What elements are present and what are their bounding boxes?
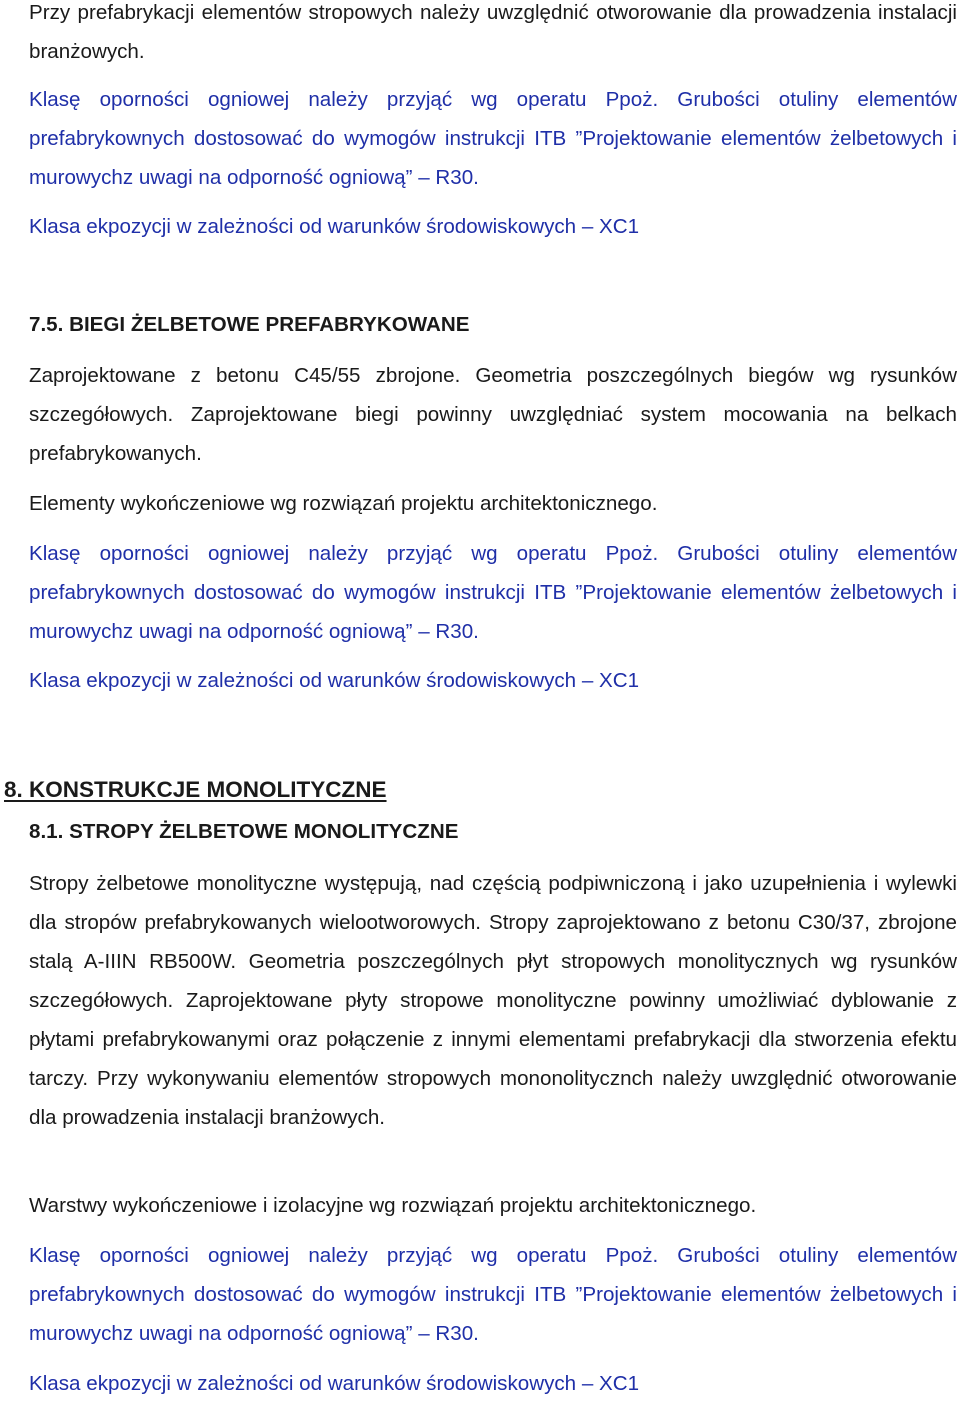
paragraph-prefab-openings: Przy prefabrykacji elementów stropowych należy uwzględnić otworowanie dla prowadzenia instalacji branżowych. — [29, 1, 957, 63]
paragraph-exposure-class-2: Klasa ekpozycji w zależności od warunków środowiskowych – XC1 — [29, 669, 640, 692]
paragraph-fire-resistance-1: Klasę oporności ogniowej należy przyjąć wg operatu Ppoż. Grubości otuliny elementów prefabrykownych dostosować do wymogów instrukcji ITB ”Projektowanie elementów żelbetowych i murowychz uwagi na odporność ogniową” – R30. — [29, 88, 957, 189]
paragraph-fire-resistance-3: Klasę oporności ogniowej należy przyjąć wg operatu Ppoż. Grubości otuliny elementów prefabrykownych dostosować do wymogów instrukcji ITB ”Projektowanie elementów żelbetowych i murowychz uwagi na odporność ogniową” – R30. — [29, 1244, 957, 1345]
paragraph-finishing-layers: Warstwy wykończeniowe i izolacyjne wg rozwiązań projektu architektonicznego. — [29, 1194, 757, 1217]
paragraph-monolithic-slabs: Stropy żelbetowe monolityczne występują, nad częścią podpiwniczoną i jako uzupełnienia i wylewki dla stropów prefabrykowanych wielootworowych. Stropy zaprojektowano z betonu C30/37, zbrojone stalą A-IIIN RB500W. Geometria poszczególnych płyt stropowych monolitycznych wg rysunków szczegółowych. Zaprojektowane płyty stropowe monolityczne powinny umożliwiać dyblowanie z płytami prefabrykowanymi oraz połączenie z innymi elementami prefabrykacji dla stworzenia efektu tarczy. Przy wykonywaniu elementów stropowych mononolitycznch należy uwzględnić otworowanie dla prowadzenia instalacji branżowych. — [29, 872, 957, 1129]
paragraph-fire-resistance-2: Klasę oporności ogniowej należy przyjąć wg operatu Ppoż. Grubości otuliny elementów prefabrykownych dostosować do wymogów instrukcji ITB ”Projektowanie elementów żelbetowych i murowychz uwagi na odporność ogniową” – R30. — [29, 542, 957, 643]
paragraph-exposure-class-1: Klasa ekpozycji w zależności od warunków środowiskowych – XC1 — [29, 215, 640, 238]
section-heading-8-1: 8.1. STROPY ŻELBETOWE MONOLITYCZNE — [29, 820, 459, 843]
paragraph-finishing-elements: Elementy wykończeniowe wg rozwiązań projektu architektonicznego. — [29, 492, 658, 515]
section-heading-7-5: 7.5. BIEGI ŻELBETOWE PREFABRYKOWANE — [29, 313, 470, 336]
section-heading-8: 8. KONSTRUKCJE MONOLITYCZNE — [4, 777, 387, 802]
paragraph-exposure-class-3: Klasa ekpozycji w zależności od warunków środowiskowych – XC1 — [29, 1372, 640, 1395]
paragraph-stairs-description: Zaprojektowane z betonu C45/55 zbrojone. Geometria poszczególnych biegów wg rysunków szczegółowych. Zaprojektowane biegi powinny uwzględniać system mocowania na belkach prefabrykowanych. — [29, 364, 957, 465]
